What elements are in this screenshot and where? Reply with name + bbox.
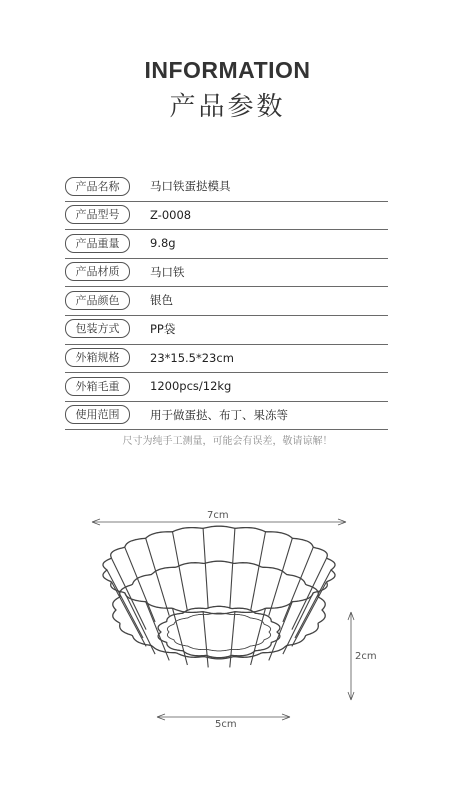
spec-value: 用于做蛋挞、布丁、果冻等 bbox=[150, 407, 288, 422]
spec-value: 1200pcs/12kg bbox=[150, 379, 232, 394]
fluted-tart-mold bbox=[103, 526, 335, 667]
spec-row-usage bbox=[65, 402, 388, 431]
spec-label: 产品颜色 bbox=[65, 291, 130, 310]
page-title-cn: 产品参数 bbox=[169, 92, 286, 122]
spec-value: 马口铁 bbox=[150, 264, 185, 279]
measurement-note: 尺寸为纯手工测量，可能会有误差，敬请谅解！ bbox=[122, 436, 333, 447]
spec-label: 包装方式 bbox=[65, 319, 130, 338]
spec-row-material bbox=[65, 259, 388, 288]
height-dimension-line bbox=[348, 612, 354, 700]
spec-value: 9.8g bbox=[150, 236, 176, 251]
spec-label: 产品名称 bbox=[65, 177, 130, 196]
spec-value: PP袋 bbox=[150, 321, 176, 336]
spec-row-carton-size bbox=[65, 345, 388, 374]
spec-value: 23*15.5*23cm bbox=[150, 350, 234, 365]
top-width-label: 7cm bbox=[207, 510, 229, 521]
spec-value: 马口铁蛋挞模具 bbox=[150, 179, 231, 193]
spec-label: 外箱规格 bbox=[65, 348, 130, 367]
spec-row-color bbox=[65, 287, 388, 316]
bottom-width-label: 5cm bbox=[215, 719, 237, 730]
spec-label: 产品材质 bbox=[65, 262, 130, 281]
spec-row-name bbox=[65, 173, 388, 202]
spec-label: 外箱毛重 bbox=[65, 377, 130, 396]
spec-row-model bbox=[65, 202, 388, 231]
spec-value: Z-0008 bbox=[150, 207, 192, 222]
height-label: 2cm bbox=[355, 651, 377, 662]
spec-label: 使用范围 bbox=[65, 405, 130, 424]
page-title-en: INFORMATION bbox=[144, 57, 311, 83]
spec-row-packaging bbox=[65, 316, 388, 345]
spec-value: 银色 bbox=[150, 293, 173, 308]
spec-label: 产品重量 bbox=[65, 234, 130, 253]
spec-row-carton-weight bbox=[65, 373, 388, 402]
tart-mold-drawing bbox=[0, 490, 455, 740]
spec-label: 产品型号 bbox=[65, 205, 130, 224]
spec-table bbox=[65, 173, 388, 430]
spec-row-weight bbox=[65, 230, 388, 259]
